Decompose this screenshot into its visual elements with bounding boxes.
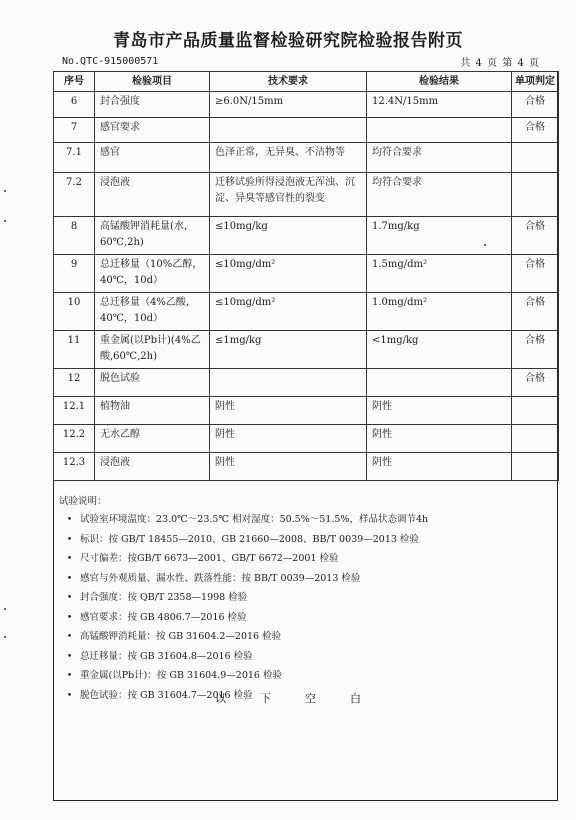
note-text: 高锰酸钾消耗量：按 GB 31604.2—2016 检验 xyxy=(80,631,282,642)
column-header-item: 检验项目 xyxy=(95,72,210,92)
report-number: No.QTC-915000571 xyxy=(62,56,159,67)
note-line xyxy=(59,666,554,686)
table-row xyxy=(54,173,559,217)
scan-speck xyxy=(4,636,6,638)
requirement: ≤10mg/dm² xyxy=(210,293,367,331)
result xyxy=(367,118,512,143)
note-line xyxy=(59,530,554,550)
requirement: ≤10mg/dm² xyxy=(210,255,367,293)
note-line xyxy=(59,608,554,628)
note-text: 感官与外观质量、漏水性、跌落性能：按 BB/T 0039—2013 检验 xyxy=(80,572,361,584)
table-row xyxy=(54,293,559,331)
row-number: 12.1 xyxy=(54,397,95,425)
notes-title: 试验说明： xyxy=(59,496,107,507)
test-item: 植物油 xyxy=(95,397,210,425)
row-number: 12 xyxy=(54,369,95,397)
requirement: 阴性 xyxy=(210,397,367,425)
verdict: 合格 xyxy=(512,118,559,143)
verdict xyxy=(512,453,559,481)
requirement: ≤10mg/kg xyxy=(210,217,367,255)
result: 12.4N/15mm xyxy=(367,92,512,118)
requirement: ≤1mg/kg xyxy=(210,331,367,369)
verdict xyxy=(512,173,559,217)
table-row xyxy=(54,369,559,397)
requirement: 阴性 xyxy=(210,453,367,481)
column-header-no: 序号 xyxy=(54,72,95,92)
test-item: 总迁移量（4%乙酸，40℃，10d） xyxy=(95,293,210,331)
note-text: 尺寸偏差：按GB/T 6673—2001、GB/T 6672—2001 检验 xyxy=(80,553,339,564)
table-row xyxy=(54,255,559,293)
test-item: 总迁移量（10%乙醇，40℃，10d） xyxy=(95,255,210,293)
row-number: 12.3 xyxy=(54,453,95,481)
page-counter: 共 4 页 第 4 页 xyxy=(460,58,540,69)
table-header-row xyxy=(54,72,559,92)
row-number: 10 xyxy=(54,293,95,331)
test-item: 浸泡液 xyxy=(95,453,210,481)
verdict xyxy=(512,143,559,173)
table-row xyxy=(54,331,559,369)
row-number: 6 xyxy=(54,92,95,118)
note-text: 感官要求：按 GB 4806.7—2016 检验 xyxy=(80,611,247,623)
result: 均符合要求 xyxy=(367,143,512,173)
bullet-icon: • xyxy=(66,670,73,681)
requirement: 迁移试验所得浸泡液无浑浊、沉淀、异臭等感官性的裂变 xyxy=(210,173,367,217)
row-number: 8 xyxy=(54,217,95,255)
verdict: 合格 xyxy=(512,331,559,369)
result xyxy=(367,369,512,397)
row-number: 7.2 xyxy=(54,173,95,217)
result: <1mg/kg xyxy=(367,331,512,369)
table-row xyxy=(54,143,559,173)
verdict xyxy=(512,397,559,425)
requirement: 色泽正常，无异臭、不洁物等 xyxy=(210,143,367,173)
note-line xyxy=(59,647,554,667)
column-header-verdict: 单项判定 xyxy=(512,72,559,92)
column-header-result: 检验结果 xyxy=(367,72,512,92)
bullet-icon: • xyxy=(66,553,73,564)
result: 1.5mg/dm² xyxy=(367,255,512,293)
scan-speck xyxy=(4,608,6,610)
note-text: 脱色试验：按 GB 31604.7—2016 检验 xyxy=(80,689,253,701)
bullet-icon: • xyxy=(66,650,73,662)
verdict: 合格 xyxy=(512,369,559,397)
verdict: 合格 xyxy=(512,255,559,293)
note-text: 总迁移量：按 GB 31604.8—2016 检验 xyxy=(80,650,253,662)
table-row xyxy=(54,397,559,425)
table-row xyxy=(54,118,559,143)
table-row xyxy=(54,453,559,481)
row-number: 7.1 xyxy=(54,143,95,173)
bullet-icon: • xyxy=(66,689,73,701)
requirement xyxy=(210,369,367,397)
result: 1.7mg/kg xyxy=(367,217,512,255)
note-line xyxy=(59,627,554,647)
verdict: 合格 xyxy=(512,217,559,255)
result: 阴性 xyxy=(367,453,512,481)
note-line xyxy=(59,588,554,608)
row-number: 9 xyxy=(54,255,95,293)
test-item: 浸泡液 xyxy=(95,173,210,217)
results-table xyxy=(53,71,559,481)
scan-speck xyxy=(4,190,6,192)
row-number: 11 xyxy=(54,331,95,369)
note-text: 重金属(以Pb计)：按 GB 31604.9—2016 检验 xyxy=(80,670,282,681)
test-item: 感官要求 xyxy=(95,118,210,143)
verdict: 合格 xyxy=(512,293,559,331)
requirement: 阴性 xyxy=(210,425,367,453)
test-item: 重金属(以Pb计)(4%乙酸,60℃,2h) xyxy=(95,331,210,369)
note-line xyxy=(59,549,554,569)
column-header-requirement: 技术要求 xyxy=(210,72,367,92)
note-line xyxy=(59,510,554,530)
scan-speck xyxy=(4,220,6,222)
bullet-icon: • xyxy=(66,631,73,642)
test-item: 无水乙醇 xyxy=(95,425,210,453)
verdict xyxy=(512,425,559,453)
result: 阴性 xyxy=(367,425,512,453)
row-number: 12.2 xyxy=(54,425,95,453)
verdict: 合格 xyxy=(512,92,559,118)
bullet-icon: • xyxy=(66,514,73,525)
result: 均符合要求 xyxy=(367,173,512,217)
table-row xyxy=(54,217,559,255)
blank-below-mark: 以下空白 xyxy=(215,692,395,705)
bullet-icon: • xyxy=(66,592,73,603)
requirement: ≥6.0N/15mm xyxy=(210,92,367,118)
result: 阴性 xyxy=(367,397,512,425)
bullet-icon: • xyxy=(66,533,73,545)
scan-speck xyxy=(484,244,486,246)
requirement xyxy=(210,118,367,143)
table-row xyxy=(54,425,559,453)
note-text: 封合强度：按 QB/T 2358—1998 检验 xyxy=(80,592,248,603)
test-item: 感官 xyxy=(95,143,210,173)
bullet-icon: • xyxy=(66,572,73,584)
note-text: 标识：按 GB/T 18455—2010、GB 21660—2008、BB/T 0039—2013 检验 xyxy=(80,533,419,545)
note-text: 试验室环境温度：23.0℃～23.5℃ 相对湿度：50.5%～51.5%，样品状态调节4h xyxy=(80,514,429,525)
note-line xyxy=(59,569,554,589)
row-number: 7 xyxy=(54,118,95,143)
test-item: 高锰酸钾消耗量(水，60℃,2h) xyxy=(95,217,210,255)
table-row xyxy=(54,92,559,118)
test-item: 脱色试验 xyxy=(95,369,210,397)
test-notes xyxy=(59,494,554,705)
bullet-icon: • xyxy=(66,611,73,623)
page-title: 青岛市产品质量监督检验研究院检验报告附页 xyxy=(113,31,463,51)
test-item: 封合强度 xyxy=(95,92,210,118)
result: 1.0mg/dm² xyxy=(367,293,512,331)
